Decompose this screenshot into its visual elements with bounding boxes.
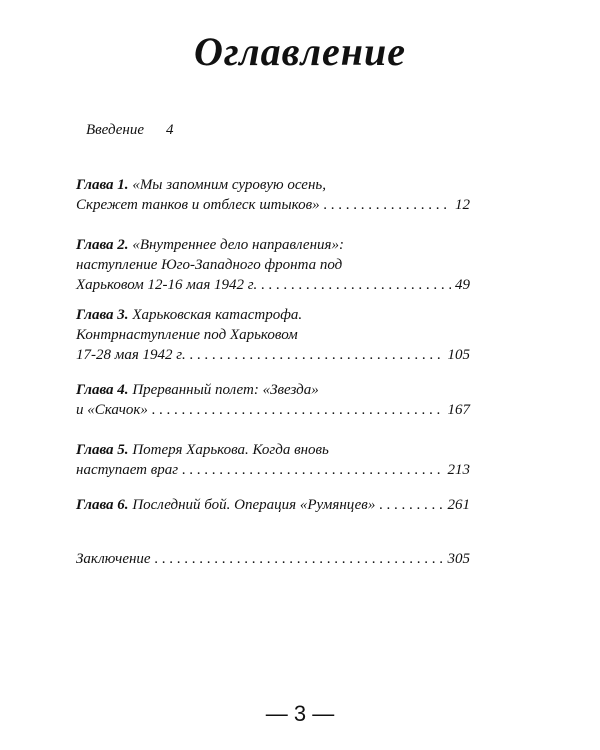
chapter-title-line: и «Скачок» [76,402,148,418]
toc-entry-label: Заключение [76,551,151,567]
chapter-title-line: 17-28 мая 1942 г. [76,347,186,363]
chapter-page: 213 [447,462,470,478]
chapter-page: 49 [455,277,470,293]
chapter-page: 12 [455,197,470,213]
chapter-title-line: Харьковом 12-16 мая 1942 г. [76,277,258,293]
chapter-label: Глава 2. [76,237,129,253]
leader-dots [152,400,444,420]
leader-dots [379,495,443,515]
chapter-page: 167 [447,402,470,418]
chapter-title-line: Контрнаступление под Харьковом [76,327,298,343]
leader-dots [261,275,451,295]
chapter-title-line: «Мы запомним суровую осень, [132,177,326,193]
leader-dots [155,549,444,569]
page-number: — 3 — [265,701,335,726]
page-title: Оглавление [193,29,406,74]
toc-entry-page: 4 [166,122,174,138]
chapter-title-line: Харьковская катастрофа. [132,307,303,323]
leader-dots [190,345,444,365]
toc-entry-conclusion [76,549,470,569]
toc-entry-chapter-6 [76,495,470,515]
leader-dots [324,195,451,215]
chapter-label: Глава 1. [76,177,129,193]
chapter-page: 261 [447,497,470,513]
chapter-label: Глава 6. [76,497,129,513]
toc-entry-chapter-2 [76,235,470,295]
toc-entry-chapter-5 [76,440,470,480]
chapter-title-line: Потеря Харькова. Когда вновь [132,442,329,458]
chapter-title-line: Последний бой. Операция «Румянцев» [132,497,376,513]
chapter-page: 105 [447,347,470,363]
toc-entry-chapter-4 [76,380,470,420]
chapter-title-line: Прерванный полет: «Звезда» [132,382,319,398]
chapter-title-line: «Внутреннее дело направления»: [132,237,344,253]
chapter-label: Глава 4. [76,382,129,398]
toc-entry-chapter-3 [76,305,470,365]
chapter-title-line: наступает враг [76,462,179,478]
toc-entry-chapter-1 [76,175,470,215]
chapter-label: Глава 5. [76,442,129,458]
toc-entry-page: 305 [447,551,470,567]
chapter-title-line: наступление Юго-Западного фронта под [76,257,343,273]
leader-dots [182,460,443,480]
toc-entry-intro [86,120,174,140]
toc-entry-label: Введение [86,122,144,138]
chapter-label: Глава 3. [76,307,129,323]
chapter-title-line: Скрежет танков и отблеск штыков» [76,197,320,213]
